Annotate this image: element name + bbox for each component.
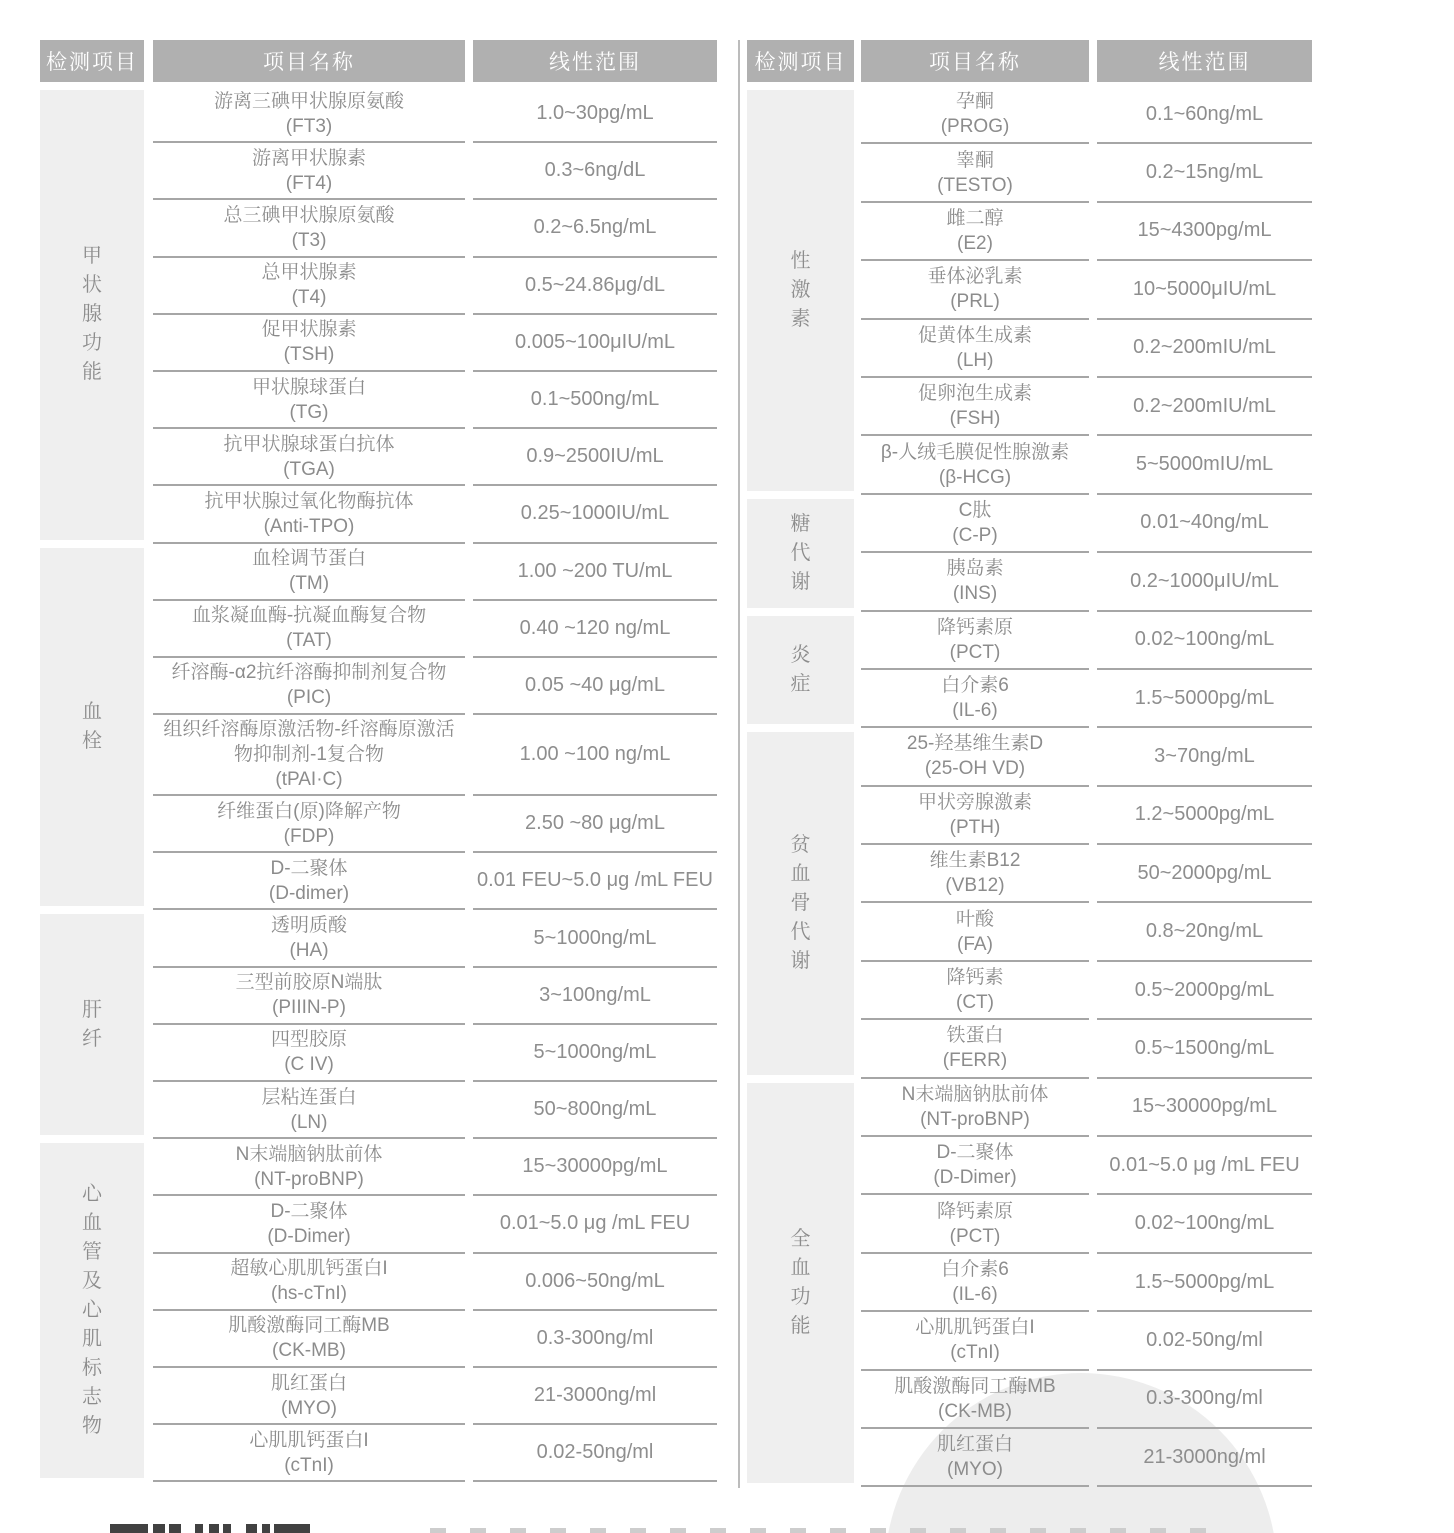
rows-column bbox=[861, 728, 1312, 1078]
table-row bbox=[153, 1311, 717, 1368]
linear-range-value: 5~1000ng/mL bbox=[473, 910, 717, 967]
category-section bbox=[40, 910, 717, 1139]
linear-range-value: 10~5000μIU/mL bbox=[1097, 261, 1312, 319]
linear-range-value: 0.005~100μIU/mL bbox=[473, 315, 717, 372]
lab-items-table-left bbox=[40, 40, 717, 1482]
item-name-cell bbox=[861, 1020, 1089, 1078]
item-name: 游离三碘甲状腺原氨酸 bbox=[213, 90, 404, 112]
item-code: (IL-6) bbox=[952, 700, 998, 722]
linear-range-value: 0.05 ~40 μg/mL bbox=[473, 658, 717, 715]
item-name-cell bbox=[861, 1429, 1089, 1487]
item-code: (CT) bbox=[956, 992, 994, 1014]
linear-range-value: 0.9~2500IU/mL bbox=[473, 429, 717, 486]
category-section bbox=[40, 544, 717, 911]
table-row bbox=[861, 1371, 1312, 1429]
item-name-cell bbox=[153, 143, 465, 200]
item-name: 肌酸激酶同工酶MB bbox=[228, 1315, 390, 1337]
table-row bbox=[153, 1025, 717, 1082]
category-label: 性激素 bbox=[790, 249, 811, 330]
item-name: 维生素B12 bbox=[929, 850, 1021, 872]
item-name-cell bbox=[153, 910, 465, 967]
item-name: D-二聚体 bbox=[270, 1200, 348, 1222]
table-row bbox=[861, 1020, 1312, 1078]
category-label: 贫血骨代谢 bbox=[790, 833, 811, 972]
item-name: 胰岛素 bbox=[946, 558, 1004, 580]
item-name: 孕酮 bbox=[955, 91, 994, 113]
table-row bbox=[861, 495, 1312, 553]
linear-range-value: 0.1~60ng/mL bbox=[1097, 86, 1312, 144]
item-name-cell bbox=[861, 320, 1089, 378]
linear-range-value: 3~70ng/mL bbox=[1097, 728, 1312, 786]
item-name-cell bbox=[153, 601, 465, 658]
category-label: 心血管及心肌标志物 bbox=[82, 1183, 102, 1438]
item-code: (INS) bbox=[952, 583, 998, 605]
linear-range-value: 0.3-300ng/ml bbox=[1097, 1371, 1312, 1429]
category-section bbox=[747, 1079, 1312, 1488]
item-code: (D-Dimer) bbox=[267, 1225, 351, 1247]
table-row bbox=[153, 1139, 717, 1196]
item-name-cell bbox=[153, 658, 465, 715]
item-name-cell bbox=[153, 1368, 465, 1425]
rows-column bbox=[153, 910, 717, 1139]
linear-range-value: 21-3000ng/ml bbox=[1097, 1429, 1312, 1487]
category-cell bbox=[747, 499, 854, 608]
item-code: (PRL) bbox=[950, 291, 1000, 313]
item-name: 铁蛋白 bbox=[946, 1025, 1004, 1047]
rows-column bbox=[153, 544, 717, 911]
category-cell bbox=[747, 732, 854, 1074]
table-row bbox=[861, 320, 1312, 378]
item-name-cell bbox=[861, 1312, 1089, 1370]
linear-range-value: 0.2~6.5ng/mL bbox=[473, 200, 717, 257]
category-cell bbox=[40, 90, 144, 540]
item-name-cell bbox=[153, 544, 465, 601]
linear-range-value: 0.006~50ng/mL bbox=[473, 1254, 717, 1311]
item-name-cell bbox=[153, 200, 465, 257]
linear-range-value: 0.5~2000pg/mL bbox=[1097, 962, 1312, 1020]
linear-range-value: 50~2000pg/mL bbox=[1097, 845, 1312, 903]
category-label: 炎症 bbox=[790, 643, 811, 695]
item-name-cell bbox=[861, 203, 1089, 261]
item-code: (tPAI·C) bbox=[275, 769, 343, 791]
item-name: N末端脑钠肽前体 bbox=[235, 1143, 383, 1165]
table-row bbox=[861, 553, 1312, 611]
item-code: (T3) bbox=[291, 229, 327, 251]
linear-range-value: 0.02~100ng/mL bbox=[1097, 1195, 1312, 1253]
linear-range-value: 0.5~1500ng/mL bbox=[1097, 1020, 1312, 1078]
linear-range-value: 3~100ng/mL bbox=[473, 968, 717, 1025]
category-section bbox=[747, 86, 1312, 495]
item-name-cell bbox=[861, 86, 1089, 144]
item-name-cell bbox=[861, 845, 1089, 903]
item-code: (TM) bbox=[288, 573, 330, 595]
item-name-cell bbox=[153, 372, 465, 429]
category-cell bbox=[40, 1143, 144, 1478]
item-name: 25-羟基维生素D bbox=[906, 733, 1044, 755]
table-row bbox=[861, 86, 1312, 144]
item-code: (FA) bbox=[957, 933, 993, 955]
table-row bbox=[153, 315, 717, 372]
item-name: 层粘连蛋白 bbox=[261, 1086, 357, 1108]
table-row bbox=[861, 144, 1312, 202]
item-code: (MYO) bbox=[947, 1459, 1003, 1481]
item-code: (β-HCG) bbox=[938, 466, 1012, 488]
table-row bbox=[861, 728, 1312, 786]
item-name: D-二聚体 bbox=[936, 1142, 1014, 1164]
item-code: (PROG) bbox=[940, 116, 1010, 138]
item-code: (T4) bbox=[291, 287, 327, 309]
item-code: (25-OH VD) bbox=[924, 758, 1026, 780]
linear-range-value: 0.02-50ng/ml bbox=[1097, 1312, 1312, 1370]
item-name-cell bbox=[861, 144, 1089, 202]
item-name-cell bbox=[861, 962, 1089, 1020]
table-row bbox=[153, 658, 717, 715]
item-code: (PIC) bbox=[286, 687, 332, 709]
item-name: 白介素6 bbox=[941, 675, 1009, 697]
item-name: 促卵泡生成素 bbox=[917, 383, 1032, 405]
category-section bbox=[747, 612, 1312, 729]
item-name: 纤维蛋白(原)降解产物 bbox=[217, 800, 401, 822]
table-row bbox=[861, 962, 1312, 1020]
category-section bbox=[747, 728, 1312, 1078]
linear-range-value: 0.01~5.0 μg /mL FEU bbox=[473, 1196, 717, 1253]
table-row bbox=[861, 670, 1312, 728]
item-name-cell bbox=[861, 1195, 1089, 1253]
linear-range-value: 0.1~500ng/mL bbox=[473, 372, 717, 429]
item-code: (FT4) bbox=[285, 172, 333, 194]
linear-range-value: 1.2~5000pg/mL bbox=[1097, 787, 1312, 845]
item-code: (FERR) bbox=[942, 1050, 1008, 1072]
item-name-cell bbox=[861, 1254, 1089, 1312]
column-header-name: 项目名称 bbox=[861, 40, 1089, 82]
item-name-cell bbox=[861, 728, 1089, 786]
item-name-cell bbox=[153, 1196, 465, 1253]
table-row bbox=[153, 1368, 717, 1425]
item-code: (PCT) bbox=[949, 641, 1001, 663]
item-name: 雌二醇 bbox=[946, 207, 1004, 229]
item-code: (VB12) bbox=[945, 875, 1005, 897]
item-name-cell bbox=[861, 1079, 1089, 1137]
table-header-row bbox=[40, 40, 717, 82]
item-code: (C IV) bbox=[284, 1054, 334, 1076]
item-name: 甲状旁腺激素 bbox=[917, 791, 1032, 813]
linear-range-value: 1.5~5000pg/mL bbox=[1097, 1254, 1312, 1312]
table-row bbox=[153, 544, 717, 601]
category-cell bbox=[747, 616, 854, 725]
table-row bbox=[153, 486, 717, 543]
category-cell bbox=[747, 1083, 854, 1484]
table-body bbox=[747, 86, 1312, 1487]
item-name-cell bbox=[861, 261, 1089, 319]
linear-range-value: 50~800ng/mL bbox=[473, 1082, 717, 1139]
rows-column bbox=[861, 612, 1312, 729]
item-code: (NT-proBNP) bbox=[920, 1108, 1030, 1130]
item-name-cell bbox=[153, 1254, 465, 1311]
item-code: (TSH) bbox=[283, 344, 335, 366]
table-row bbox=[153, 200, 717, 257]
item-name: 降钙素原 bbox=[936, 616, 1013, 638]
column-header-cat: 检测项目 bbox=[747, 40, 854, 82]
item-name-cell bbox=[861, 787, 1089, 845]
item-code: (IL-6) bbox=[952, 1284, 998, 1305]
category-section bbox=[40, 1139, 717, 1482]
table-row bbox=[153, 143, 717, 200]
item-name: 三型前胶原N端肽 bbox=[235, 972, 383, 994]
item-code: (FT3) bbox=[285, 115, 333, 137]
item-name-cell bbox=[861, 670, 1089, 728]
item-name: 组织纤溶酶原激活物-纤溶酶原激活物抑制剂-1复合物 bbox=[163, 719, 455, 766]
item-code: (cTnI) bbox=[284, 1454, 334, 1476]
table-row bbox=[861, 203, 1312, 261]
item-code: (TAT) bbox=[286, 630, 332, 652]
table-row bbox=[153, 1196, 717, 1253]
item-name: 四型胶原 bbox=[270, 1029, 347, 1051]
item-name: 叶酸 bbox=[955, 908, 994, 930]
linear-range-value: 0.02~100ng/mL bbox=[1097, 612, 1312, 670]
item-code: (MYO) bbox=[281, 1397, 337, 1419]
item-name-cell bbox=[861, 436, 1089, 494]
item-name: 血栓调节蛋白 bbox=[251, 548, 366, 570]
item-name-cell bbox=[861, 612, 1089, 670]
item-code: (D-Dimer) bbox=[933, 1167, 1017, 1189]
item-name: 降钙素 bbox=[946, 967, 1004, 989]
item-name: 总甲状腺素 bbox=[261, 262, 357, 284]
rows-column bbox=[861, 1079, 1312, 1488]
item-code: (LH) bbox=[956, 349, 994, 371]
table-row bbox=[861, 1254, 1312, 1312]
item-name: 总三碘甲状腺原氨酸 bbox=[223, 204, 395, 226]
item-name-cell bbox=[153, 315, 465, 372]
item-name-cell bbox=[153, 1082, 465, 1139]
item-name: 抗甲状腺过氧化物酶抗体 bbox=[204, 490, 414, 512]
item-code: (TGA) bbox=[283, 458, 335, 480]
column-header-cat: 检测项目 bbox=[40, 40, 144, 82]
item-name-cell bbox=[153, 853, 465, 910]
linear-range-value: 15~30000pg/mL bbox=[473, 1139, 717, 1196]
table-row bbox=[153, 429, 717, 486]
item-name-cell bbox=[861, 378, 1089, 436]
item-name: 促黄体生成素 bbox=[917, 324, 1032, 346]
item-name-cell bbox=[153, 1311, 465, 1368]
item-code: (C-P) bbox=[952, 524, 998, 546]
item-code: (TG) bbox=[289, 401, 329, 423]
linear-range-value: 0.01 FEU~5.0 μg /mL FEU bbox=[473, 853, 717, 910]
item-name-cell bbox=[153, 258, 465, 315]
table-row bbox=[153, 1082, 717, 1139]
linear-range-value: 0.2~200mIU/mL bbox=[1097, 320, 1312, 378]
table-row bbox=[153, 601, 717, 658]
linear-range-value: 0.25~1000IU/mL bbox=[473, 486, 717, 543]
table-row bbox=[861, 1429, 1312, 1487]
table-row bbox=[861, 1312, 1312, 1370]
item-code: (cTnI) bbox=[950, 1342, 1000, 1364]
item-code: (E2) bbox=[957, 232, 993, 254]
item-name: 心肌肌钙蛋白I bbox=[249, 1429, 369, 1451]
item-name: D-二聚体 bbox=[270, 857, 348, 879]
column-header-range: 线性范围 bbox=[473, 40, 717, 82]
item-code: (PTH) bbox=[949, 816, 1001, 838]
linear-range-value: 0.40 ~120 ng/mL bbox=[473, 601, 717, 658]
table-row bbox=[153, 968, 717, 1025]
rows-column bbox=[861, 86, 1312, 495]
rows-column bbox=[153, 86, 717, 544]
item-name: 肌酸激酶同工酶MB bbox=[894, 1375, 1056, 1397]
linear-range-value: 0.5~24.86μg/dL bbox=[473, 258, 717, 315]
item-name: 透明质酸 bbox=[270, 915, 347, 937]
table-row bbox=[861, 1195, 1312, 1253]
table-row bbox=[153, 853, 717, 910]
item-name: 抗甲状腺球蛋白抗体 bbox=[223, 433, 395, 455]
table-row bbox=[861, 1137, 1312, 1195]
item-code: (PIIIN-P) bbox=[272, 997, 346, 1019]
linear-range-value: 0.2~15ng/mL bbox=[1097, 144, 1312, 202]
linear-range-value: 15~4300pg/mL bbox=[1097, 203, 1312, 261]
item-name-cell bbox=[153, 968, 465, 1025]
column-header-range: 线性范围 bbox=[1097, 40, 1312, 82]
linear-range-value: 0.2~200mIU/mL bbox=[1097, 378, 1312, 436]
linear-range-value: 5~5000mIU/mL bbox=[1097, 436, 1312, 494]
item-name: 血浆凝血酶-抗凝血酶复合物 bbox=[191, 605, 427, 627]
item-name: 甲状腺球蛋白 bbox=[251, 376, 366, 398]
category-label: 全血功能 bbox=[790, 1228, 811, 1337]
item-name-cell bbox=[153, 429, 465, 486]
table-row bbox=[861, 845, 1312, 903]
item-name: 睾酮 bbox=[955, 149, 994, 171]
cutoff-next-title-dark bbox=[110, 1524, 310, 1533]
table-row bbox=[153, 372, 717, 429]
linear-range-value: 0.01~40ng/mL bbox=[1097, 495, 1312, 553]
cutoff-next-title-light bbox=[430, 1528, 1215, 1533]
rows-column bbox=[861, 495, 1312, 612]
table-row bbox=[153, 796, 717, 853]
item-name: 白介素6 bbox=[941, 1259, 1009, 1280]
linear-range-value: 0.3~6ng/dL bbox=[473, 143, 717, 200]
category-label: 糖代谢 bbox=[790, 512, 811, 593]
item-name: 促甲状腺素 bbox=[261, 319, 357, 341]
table-row bbox=[861, 612, 1312, 670]
item-name: 肌红蛋白 bbox=[270, 1372, 347, 1394]
linear-range-value: 1.00 ~100 ng/mL bbox=[473, 715, 717, 796]
item-code: (HA) bbox=[289, 940, 329, 962]
linear-range-value: 5~1000ng/mL bbox=[473, 1025, 717, 1082]
table-row bbox=[861, 261, 1312, 319]
category-section bbox=[747, 495, 1312, 612]
item-name: N末端脑钠肽前体 bbox=[901, 1083, 1049, 1105]
item-code: (Anti-TPO) bbox=[263, 515, 355, 537]
item-name: 纤溶酶-α2抗纤溶酶抑制剂复合物 bbox=[171, 662, 447, 684]
linear-range-value: 15~30000pg/mL bbox=[1097, 1079, 1312, 1137]
linear-range-value: 0.3-300ng/ml bbox=[473, 1311, 717, 1368]
item-name: C肽 bbox=[958, 499, 992, 521]
item-name-cell bbox=[861, 553, 1089, 611]
item-name-cell bbox=[153, 1425, 465, 1482]
rows-column bbox=[153, 1139, 717, 1482]
linear-range-value: 0.8~20ng/mL bbox=[1097, 903, 1312, 961]
linear-range-value: 21-3000ng/ml bbox=[473, 1368, 717, 1425]
table-row bbox=[153, 1425, 717, 1482]
item-code: (FSH) bbox=[949, 408, 1001, 430]
item-name: 垂体泌乳素 bbox=[927, 266, 1023, 288]
item-name-cell bbox=[861, 1137, 1089, 1195]
item-name: 超敏心肌肌钙蛋白I bbox=[230, 1258, 388, 1280]
item-name-cell bbox=[861, 1371, 1089, 1429]
table-row bbox=[861, 378, 1312, 436]
table-row bbox=[861, 903, 1312, 961]
category-cell bbox=[747, 90, 854, 491]
table-row bbox=[153, 86, 717, 143]
table-row bbox=[153, 910, 717, 967]
item-name-cell bbox=[153, 1025, 465, 1082]
table-divider-line bbox=[738, 40, 740, 1488]
category-cell bbox=[40, 914, 144, 1135]
item-code: (D-dimer) bbox=[268, 882, 350, 904]
column-header-name: 项目名称 bbox=[153, 40, 465, 82]
table-row bbox=[153, 715, 717, 796]
item-name-cell bbox=[153, 86, 465, 143]
linear-range-value: 0.01~5.0 μg /mL FEU bbox=[1097, 1137, 1312, 1195]
item-name-cell bbox=[861, 495, 1089, 553]
table-row bbox=[153, 258, 717, 315]
category-label: 血栓 bbox=[82, 700, 102, 752]
item-name-cell bbox=[153, 1139, 465, 1196]
category-label: 甲状腺功能 bbox=[82, 245, 102, 384]
item-code: (hs-cTnI) bbox=[271, 1283, 347, 1305]
linear-range-value: 0.2~1000μIU/mL bbox=[1097, 553, 1312, 611]
item-code: (CK-MB) bbox=[938, 1400, 1012, 1422]
item-code: (CK-MB) bbox=[272, 1340, 346, 1362]
table-body bbox=[40, 86, 717, 1482]
table-row bbox=[861, 1079, 1312, 1137]
item-name: 游离甲状腺素 bbox=[251, 147, 366, 169]
item-code: (TESTO) bbox=[937, 174, 1013, 196]
lab-items-table-right bbox=[747, 40, 1312, 1487]
item-code: (LN) bbox=[290, 1111, 328, 1133]
linear-range-value: 1.00 ~200 TU/mL bbox=[473, 544, 717, 601]
table-row bbox=[861, 787, 1312, 845]
item-name-cell bbox=[153, 486, 465, 543]
item-name: 心肌肌钙蛋白I bbox=[915, 1317, 1035, 1339]
linear-range-value: 1.0~30pg/mL bbox=[473, 86, 717, 143]
linear-range-value: 1.5~5000pg/mL bbox=[1097, 670, 1312, 728]
item-name-cell bbox=[153, 715, 465, 796]
table-row bbox=[153, 1254, 717, 1311]
item-code: (PCT) bbox=[949, 1225, 1001, 1247]
linear-range-value: 2.50 ~80 μg/mL bbox=[473, 796, 717, 853]
category-section bbox=[40, 86, 717, 544]
assay-tables bbox=[40, 40, 1312, 1487]
item-name: 降钙素原 bbox=[936, 1200, 1013, 1222]
table-row bbox=[861, 436, 1312, 494]
item-name: β-人绒毛膜促性腺激素 bbox=[880, 441, 1070, 463]
category-cell bbox=[40, 548, 144, 907]
item-code: (NT-proBNP) bbox=[254, 1168, 364, 1190]
item-name-cell bbox=[861, 903, 1089, 961]
item-name: 肌红蛋白 bbox=[936, 1434, 1013, 1456]
category-label: 肝纤 bbox=[82, 998, 102, 1050]
item-code: (FDP) bbox=[283, 825, 335, 847]
item-name-cell bbox=[153, 796, 465, 853]
table-header-row bbox=[747, 40, 1312, 82]
linear-range-value: 0.02-50ng/ml bbox=[473, 1425, 717, 1482]
